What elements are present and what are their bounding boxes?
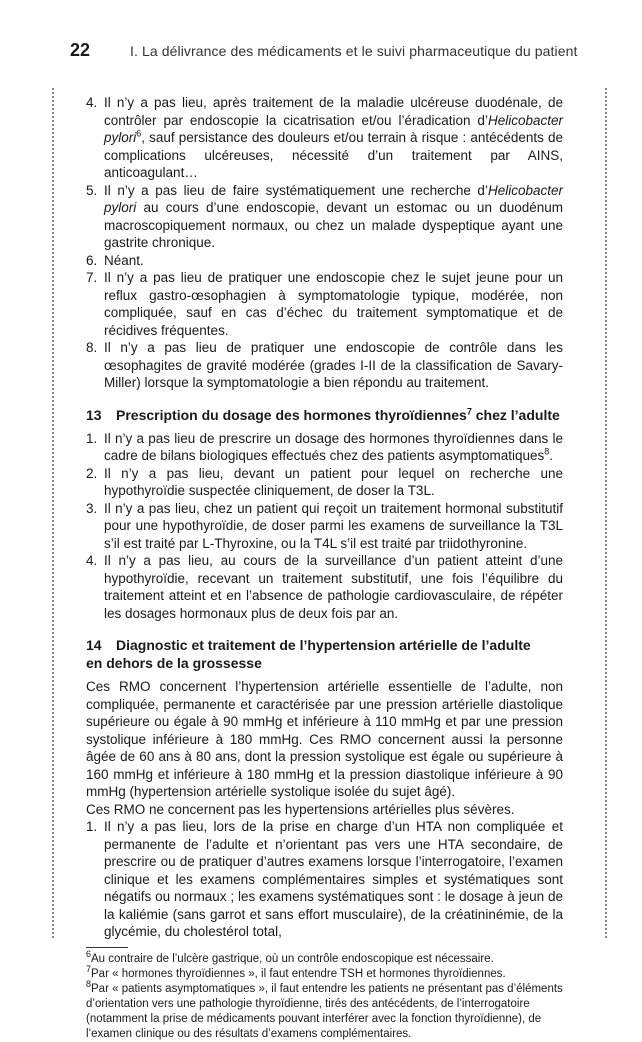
item-text: Il n’y a pas lieu, chez un patient qui reçoit un traitement hormonal substitutif pour une hypothyroïdie, de doser parmi les examens de surveillance la T3L s’il est traité par L-Thyroxine, ou la T4L s’il est traité par triidothyronine.	[104, 500, 563, 551]
item-number: 8.	[86, 340, 98, 355]
item-number: 4.	[86, 553, 98, 568]
item-number: 2.	[86, 465, 98, 481]
running-title: I. La délivrance des médicaments et le suivi pharmaceutique du patient	[130, 43, 578, 59]
footnote-mark: 8	[86, 978, 92, 989]
page-header	[52, 40, 602, 66]
item-text: Il n’y a pas lieu, lors de la prise en charge d’un HTA non compliquée et permanente de l’adulte et n’orientant pas vers une HTA secondaire, de prescrire ou de pratiquer d’autres examens lorsque l’interrogatoire, l’examen clinique et les examens complémentaires simples et systématiques sont négatifs ou normaux ; les examens systématiques sont : le dosage à jeun de la kaliémie (sans garrot et sans effort musculaire), de la créatininémie, de la glycémie, du cholestérol total,	[104, 819, 563, 939]
footnote-ref: 6	[136, 128, 142, 139]
list-item	[86, 252, 563, 270]
footnote-text: Par « hormones thyroïdiennes », il faut entendre TSH et hormones thyroïdiennes.	[91, 967, 506, 980]
section-title: chez l’adulte	[471, 406, 560, 423]
item-text: Néant.	[104, 252, 144, 268]
item-text: Il n’y a pas lieu, après traitement de la maladie ulcéreuse duodénale, de contrôler par endoscopie la cicatrisation et/ou l’éradication d’	[104, 95, 563, 128]
item-text: Il n’y a pas lieu de faire systématiquement une recherche d’	[104, 182, 488, 198]
footnote-text: Au contraire de l’ulcère gastrique, où un contrôle endoscopique est nécessaire.	[91, 952, 494, 965]
footnote-mark: 6	[86, 948, 92, 959]
item-text: Il n’y a pas lieu de prescrire un dosage des hormones thyroïdiennes dans le cadre de bilans biologiques effectués chez des patients asymptomatiques	[104, 430, 563, 463]
section-13-heading	[86, 406, 563, 424]
item-number: 7.	[86, 270, 98, 285]
list-item	[86, 94, 563, 182]
item-italic: Helicobacter pylori	[104, 112, 563, 145]
footnote	[86, 963, 563, 982]
item-text: Il n’y a pas lieu de pratiquer une endoscopie chez le sujet jeune pour un reflux gastro-œsophagien à symptomatologie typique, modérée, non compliquée, sauf en cas d’échec du traitement symptomatique et de récidives fréquentes.	[104, 270, 563, 338]
item-italic: Helicobacter pylori	[104, 182, 563, 215]
dotted-margin-rule-right	[605, 88, 607, 938]
list-top	[86, 94, 563, 392]
item-number: 3.	[86, 500, 98, 516]
footnote-mark: 7	[86, 963, 92, 974]
list-item	[86, 182, 563, 252]
list-item	[86, 818, 563, 941]
footnote-divider	[86, 947, 128, 948]
item-number: 5.	[86, 182, 98, 198]
item-text: Il n’y a pas lieu de pratiquer une endoscopie de contrôle dans les œsophagites de gravité modérée (grades I-II de la classification de Savary-Miller) lorsque la symptomatologie a bien répondu au traitement.	[104, 340, 563, 390]
footnote-text: Par « patients asymptomatiques », il faut entendre les patients ne présentant pas d’éléments d’orientation vers une pathologie thyroïdienne, tirés des antécédents, de l’interrogatoire (notamment la prise de médicaments pouvant interférer avec la fonction thyroïdienne), de l’examen clinique ou des résultats d’examens complémentaires.	[86, 982, 563, 1040]
footnotes	[86, 948, 563, 1042]
footnote	[86, 978, 563, 1042]
section-title: Diagnostic et traitement de l’hypertension artérielle de l’adulte	[116, 637, 531, 653]
list-item	[86, 552, 563, 622]
item-number: 6.	[86, 252, 98, 268]
section-title: Prescription du dosage des hormones thyroïdiennes	[116, 406, 467, 423]
item-text: au cours d’une endoscopie, devant un estomac ou un duodénum macroscopiquement normaux, ou chez un malade dyspeptique ayant une gastrite chronique.	[104, 200, 563, 250]
footnote	[86, 948, 563, 967]
paragraph: Ces RMO concernent l’hypertension artérielle essentielle de l’adulte, non compliquée, permanente et caractérisée par une pression artérielle diastolique supérieure ou égale à 90 mmHg et inférieure à 110 mmHg et par une pression systolique inférieure à 180 mmHg. Ces RMO concernent aussi la personne âgée de 60 ans à 80 ans, dont la pression systolique est égale ou supérieure à 160 mmHg et inférieure à 180 mmHg et la pression diastolique inférieure à 90 mmHg (hypertension artérielle systolique isolée du sujet âgé).	[86, 679, 563, 799]
list-item	[86, 500, 563, 553]
item-number: 1.	[86, 430, 98, 446]
paragraph: Ces RMO ne concernent pas les hypertensions artérielles plus sévères.	[86, 801, 515, 817]
page-body	[86, 94, 563, 1042]
list-item	[86, 430, 563, 465]
list-item	[86, 269, 563, 339]
page-number: 22	[70, 40, 91, 60]
dotted-margin-rule-left	[52, 88, 54, 938]
list-item	[86, 465, 563, 500]
item-number: 1.	[86, 819, 98, 834]
item-text: .	[549, 448, 554, 463]
list-section-14	[86, 818, 563, 941]
section-title: en dehors de la grossesse	[86, 655, 262, 671]
list-section-13	[86, 430, 563, 623]
item-text: Il n’y a pas lieu, au cours de la surveillance d’un patient atteint d’une hypothyroïdie, recevant un traitement substitutif, une fois l’équilibre du traitement atteint et en l’absence de pathologie cardiovasculaire, de répéter les dosages hormonaux plus de deux fois par an.	[104, 553, 563, 621]
item-text: Il n’y a pas lieu, devant un patient pour lequel on recherche une hypothyroïdie suspectée cliniquement, de doser la T3L.	[104, 465, 563, 498]
section-number: 13	[86, 406, 102, 423]
footnote-ref: 7	[466, 405, 472, 416]
section-14-heading	[86, 636, 563, 672]
footnote-ref: 8	[544, 446, 550, 457]
item-text: , sauf persistance des douleurs et/ou terrain à risque : antécédents de complications ulcéreuses, nécessité d’un traitement par AINS, anticoagulant…	[104, 130, 563, 180]
item-number: 4.	[86, 95, 98, 110]
list-item	[86, 339, 563, 392]
section-number: 14	[86, 637, 102, 653]
